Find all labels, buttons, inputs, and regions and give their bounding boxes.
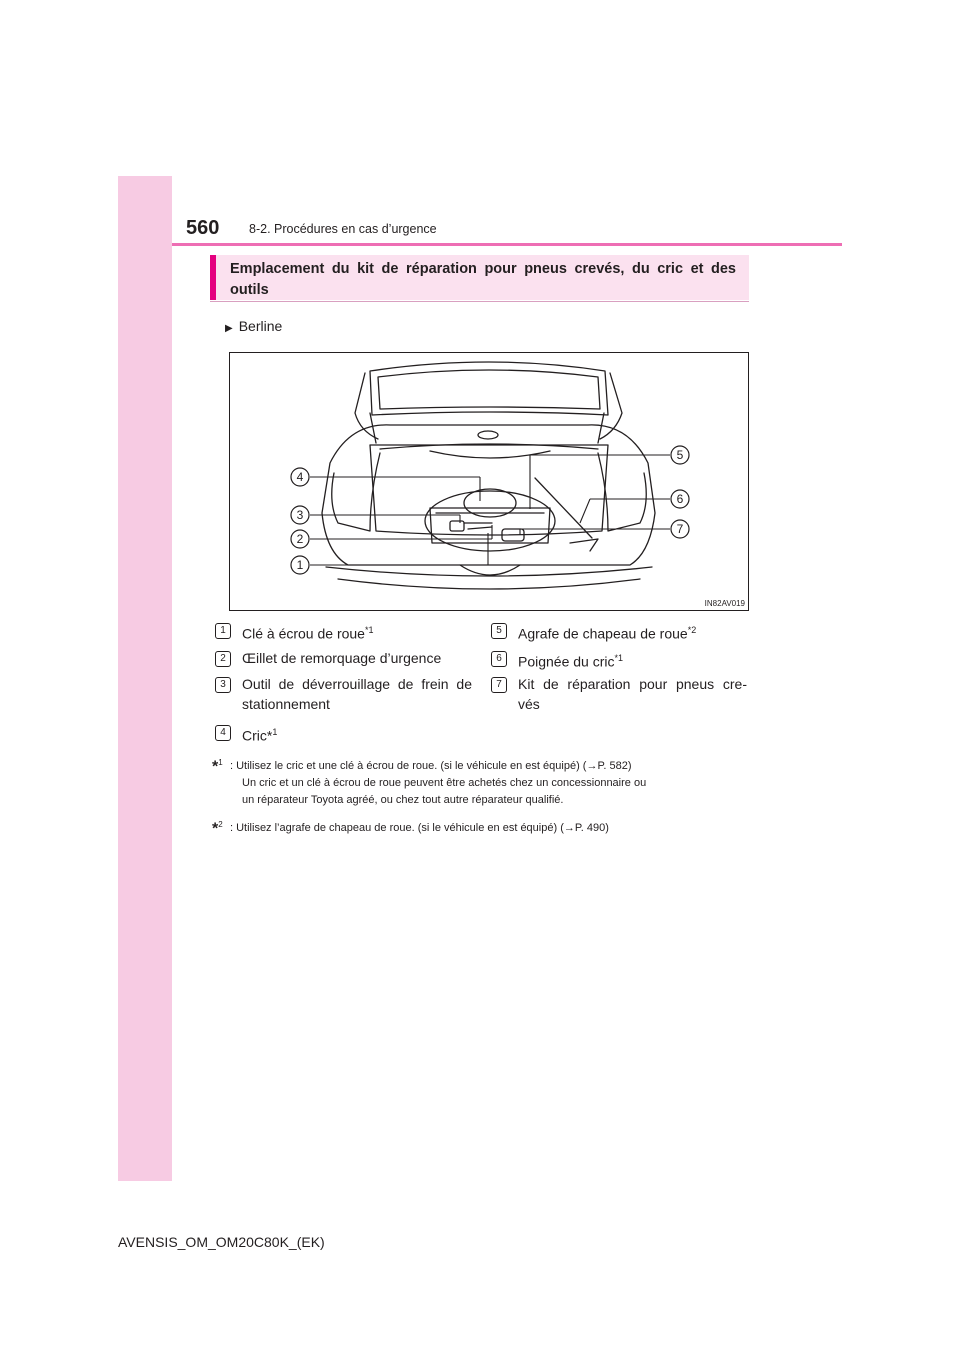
legend-text-line2: stationnement — [242, 696, 330, 712]
section-title: 8-2. Procédures en cas d’urgence — [249, 222, 437, 236]
footnote-marker: *2 — [687, 625, 697, 635]
legend-number-7: 7 — [491, 677, 507, 693]
legend-item-6 — [518, 648, 623, 672]
legend-text: Cric* — [242, 727, 273, 744]
footnote-mark: *$^2$ — [212, 820, 223, 838]
triangle-bullet-icon: ▶ — [225, 323, 233, 334]
legend-number-3: 3 — [215, 677, 231, 693]
page-number: 560 — [186, 217, 220, 239]
side-tab-strip — [118, 176, 172, 1181]
figure-code: IN82AV019 — [704, 599, 745, 608]
legend-text-line2: vés — [518, 696, 540, 712]
callout-2: 2 — [296, 532, 304, 546]
legend-item-7 — [518, 674, 747, 714]
footnote-marker: *1 — [364, 625, 374, 635]
variant-label — [225, 318, 282, 334]
topic-title: Emplacement du kit de réparation pour pneus crevés, du cric et des outils — [230, 261, 736, 298]
legend-number-5: 5 — [491, 623, 507, 639]
callout-3: 3 — [296, 508, 304, 522]
footnote-line: : Utilisez l’agrafe de chapeau de roue. (si le véhicule en est équipé) (→P. 490) — [230, 822, 609, 834]
footnote-body — [230, 758, 735, 809]
legend-item-1 — [242, 620, 373, 644]
legend-number-6: 6 — [491, 651, 507, 667]
footnote-marker: *1 — [614, 653, 624, 663]
legend-text-line1: Outil de déverrouillage de frein de — [242, 676, 472, 692]
legend-text: Agrafe de chapeau de roue — [518, 625, 688, 642]
variant-text: Berline — [238, 318, 283, 334]
topic-title-box — [210, 255, 749, 300]
legend-number-4: 4 — [215, 725, 231, 741]
legend-item-4 — [242, 722, 277, 746]
header-divider — [172, 243, 842, 246]
legend-item-5 — [518, 620, 696, 644]
callout-6: 6 — [676, 492, 684, 506]
footnote-marker: 1 — [272, 727, 278, 737]
legend-text: Poignée du cric — [518, 653, 615, 670]
legend-number-1: 1 — [215, 623, 231, 639]
legend-number-2: 2 — [215, 651, 231, 667]
title-accent-bar — [210, 255, 216, 300]
callout-7: 7 — [676, 522, 684, 536]
callout-4: 4 — [296, 470, 304, 484]
legend-item-3 — [242, 674, 472, 714]
title-underline — [210, 301, 749, 302]
legend-text: Œillet de remorquage d’urgence — [242, 650, 442, 666]
footnote-line: Un cric et un clé à écrou de roue peuvent être achetés chez un concessionnaire ou — [242, 777, 647, 789]
footnote-body — [230, 820, 735, 837]
legend-item-2 — [242, 648, 441, 668]
legend-text-line1: Kit de réparation pour pneus cre- — [518, 676, 747, 692]
legend-text: Clé à écrou de roue — [242, 625, 365, 642]
document-footer: AVENSIS_OM_OM20C80K_(EK) — [118, 1234, 325, 1250]
callout-1: 1 — [296, 558, 304, 572]
footnote-line: un réparateur Toyota agréé, ou chez tout autre réparateur qualifié. — [242, 794, 564, 806]
trunk-illustration — [229, 352, 749, 611]
footnote-line: : Utilisez le cric et une clé à écrou de roue. (si le véhicule en est équipé) (→P. 582) — [230, 760, 632, 772]
callout-5: 5 — [676, 448, 684, 462]
car-trunk-drawing — [230, 353, 748, 610]
footnote-mark: *$^1$ — [212, 758, 223, 776]
